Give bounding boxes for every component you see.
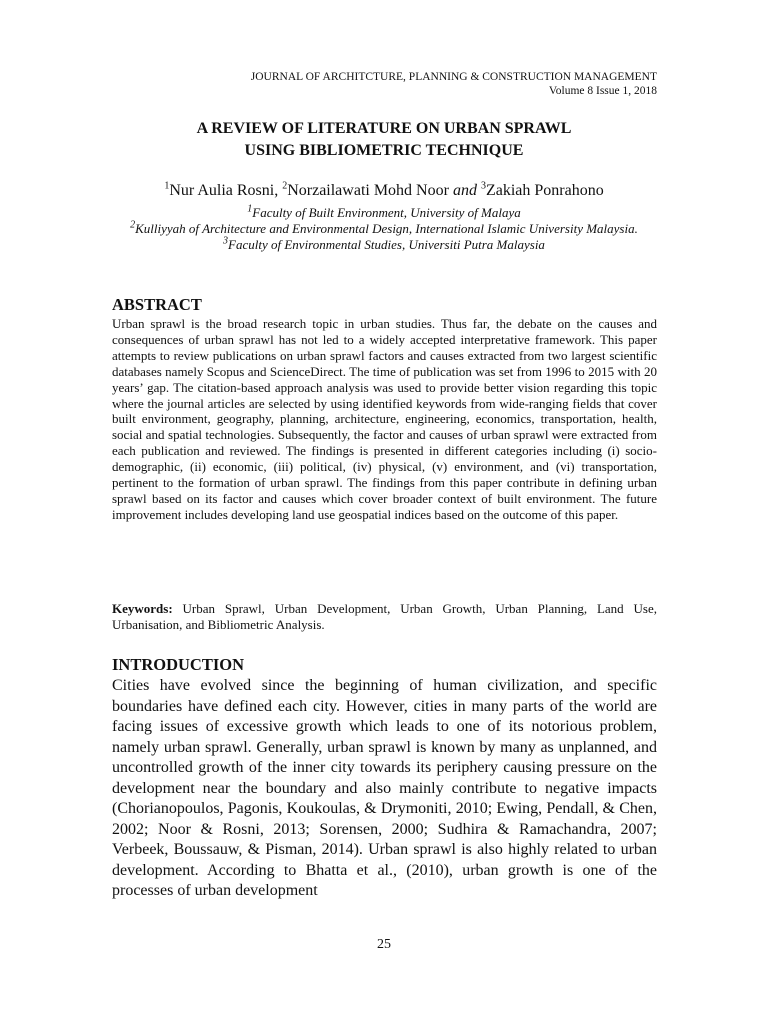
page-number: 25	[377, 937, 391, 952]
journal-header	[251, 70, 657, 98]
affiliation-3-text: Faculty of Environmental Studies, Universiti Putra Malaysia	[228, 237, 545, 252]
author-1: Nur Aulia Rosni,	[169, 182, 283, 199]
keywords	[112, 601, 657, 633]
keywords-list: Urban Sprawl, Urban Development, Urban Growth, Urban Planning, Land Use, Urbanisation, and Bibliometric Analysis.	[112, 601, 657, 632]
affiliation-1-marker: 1	[247, 203, 253, 215]
title-line-1: A REVIEW OF LITERATURE ON URBAN SPRAWL	[196, 120, 572, 137]
author-3-marker: 3	[480, 180, 486, 192]
affiliation-2-text: Kulliyyah of Architecture and Environmental Design, International Islamic University Malaysia.	[135, 221, 638, 236]
affiliation-3	[112, 237, 656, 253]
affiliations	[112, 205, 656, 253]
affiliation-3-marker: 3	[223, 235, 229, 247]
introduction-body: Cities have evolved since the beginning of human civilization, and specific boundaries have defined each city. However, cities in many parts of the world are facing issues of excessive growth which leads to one of its notorious problem, namely urban sprawl. Generally, urban sprawl is known by many as unplanned, and uncontrolled growth of the inner city towards its periphery causing pressure on the development near the boundary and also mainly contribute to negative impacts (Chorianopoulos, Pagonis, Koukoulas, & Drymoniti, 2010; Ewing, Pendall, & Chen, 2002; Noor & Rosni, 2013; Sorensen, 2000; Sudhira & Ramachandra, 2007; Verbeek, Boussauw, & Pisman, 2014). Urban sprawl is also highly related to urban development. According to Bhatta et al., (2010), urban growth is one of the processes of urban development	[112, 677, 657, 899]
title-line-2: USING BIBLIOMETRIC TECHNIQUE	[244, 142, 524, 159]
author-conjunction: and	[452, 182, 481, 199]
author-1-marker: 1	[164, 180, 170, 192]
author-2: Norzailawati Mohd Noor	[287, 182, 453, 199]
affiliation-2-marker: 2	[130, 219, 136, 231]
keywords-label: Keywords:	[112, 601, 173, 616]
affiliation-2	[112, 221, 656, 237]
abstract-body: Urban sprawl is the broad research topic in urban studies. Thus far, the debate on the causes and consequences of urban sprawl has not led to a widely accepted interpretative framework. This paper attempts to review publications on urban sprawl factors and causes extracted from two largest scientific databases namely Scopus and ScienceDirect. The time of publication was set from 1996 to 2015 with 20 years’ gap. The citation-based approach analysis was used to provide better vision regarding this topic where the journal articles are selected by using identified keywords from wide-ranging fields that cover built environment, geography, planning, architecture, engineering, economics, transportation, health, social and spatial technologies. Subsequently, the factor and causes of urban sprawl were extracted from each publication and reviewed. The findings is presented in different categories including (i) socio-demographic, (ii) economic, (iii) political, (iv) physical, (v) environment, and (vi) transportation, pertinent to the formation of urban sprawl. The findings from this paper contribute in defining urban sprawl based on its factor and causes which cover broader context of built environment. The future improvement includes developing land use geospatial indices based on the outcome of this paper.	[112, 316, 657, 522]
author-2-marker: 2	[282, 180, 288, 192]
author-list	[0, 181, 768, 201]
journal-volume: Volume 8 Issue 1, 2018	[548, 85, 657, 97]
paper-title	[0, 118, 768, 162]
affiliation-1-text: Faculty of Built Environment, University of Malaya	[252, 205, 521, 220]
introduction-heading: INTRODUCTION	[112, 655, 245, 674]
affiliation-1	[112, 205, 656, 221]
journal-name: JOURNAL OF ARCHITCTURE, PLANNING & CONSTRUCTION MANAGEMENT	[250, 71, 657, 83]
abstract-heading: ABSTRACT	[112, 295, 202, 314]
author-3: Zakiah Ponrahono	[485, 182, 604, 199]
